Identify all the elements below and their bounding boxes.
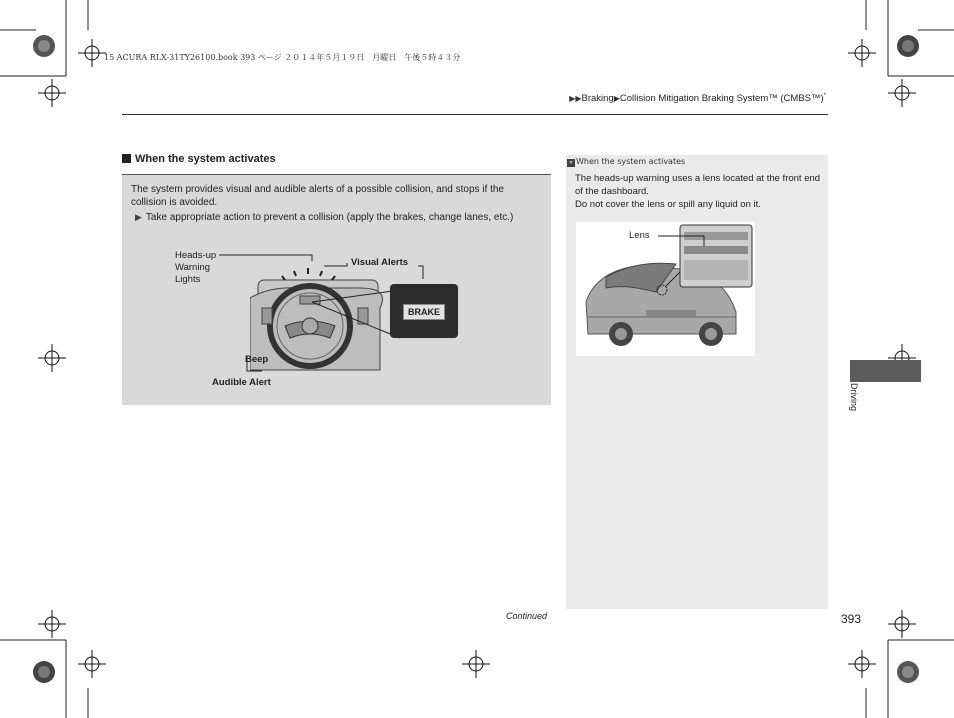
sidebar-heading: [567, 157, 685, 167]
brake-indicator: BRAKE: [403, 304, 445, 320]
leader-lines: [122, 175, 551, 405]
breadcrumb: [569, 93, 826, 104]
header-rule: [122, 114, 828, 115]
breadcrumb-star: *: [823, 93, 826, 99]
headsup-label-1: Heads-up: [175, 250, 217, 261]
headsup-label-3: Lights: [175, 274, 201, 285]
breadcrumb-braking[interactable]: Braking: [581, 93, 614, 105]
breadcrumb-arrow-icon: ▶▶: [569, 94, 582, 104]
car-lens-illustration: [576, 222, 755, 356]
chapter-label-text: Driving: [849, 383, 859, 412]
sidebar-text-1: The heads-up warning uses a lens located at the front end of the dashboard.: [575, 173, 821, 197]
continued-note: Continued: [506, 611, 548, 621]
visual-alerts-label: Visual Alerts: [351, 257, 409, 268]
breadcrumb-arrow-icon: ▶: [613, 94, 620, 104]
chapter-tab: [850, 360, 921, 382]
main-content-box: [122, 174, 551, 405]
arrow-icon: ▶: [135, 212, 142, 222]
action-text: Take appropriate action to prevent a collision (apply the brakes, change lanes, etc.): [145, 212, 514, 223]
book-meta-header: 15 ACURA RLX-31TY26100.book 393 ページ ２０１４年５月１９日 月曜日 午後５時４３分: [104, 53, 461, 62]
beep-label: Beep: [245, 354, 269, 365]
page-number: 393: [841, 612, 862, 626]
section-heading: [122, 153, 276, 165]
section-title: When the system activates: [135, 153, 276, 165]
lens-label: Lens: [629, 230, 650, 241]
square-bullet-icon: [122, 154, 131, 163]
audible-alert-label: Audible Alert: [212, 377, 271, 388]
chapter-tab-label: [846, 383, 860, 443]
sidebar-heading-text: When the system activates: [576, 157, 686, 166]
sidebar-note: [566, 155, 828, 609]
breadcrumb-cmbs[interactable]: Collision Mitigation Braking System™ (CMBS™): [619, 93, 824, 105]
sidebar-body: [575, 172, 821, 211]
headsup-label-2: Warning: [175, 262, 211, 273]
reference-icon: »: [567, 159, 575, 167]
intro-paragraph: The system provides visual and audible alerts of a possible collision, and stops if the collision is avoided.: [131, 184, 504, 208]
sidebar-text-2: Do not cover the lens or spill any liquid on it.: [575, 199, 761, 210]
